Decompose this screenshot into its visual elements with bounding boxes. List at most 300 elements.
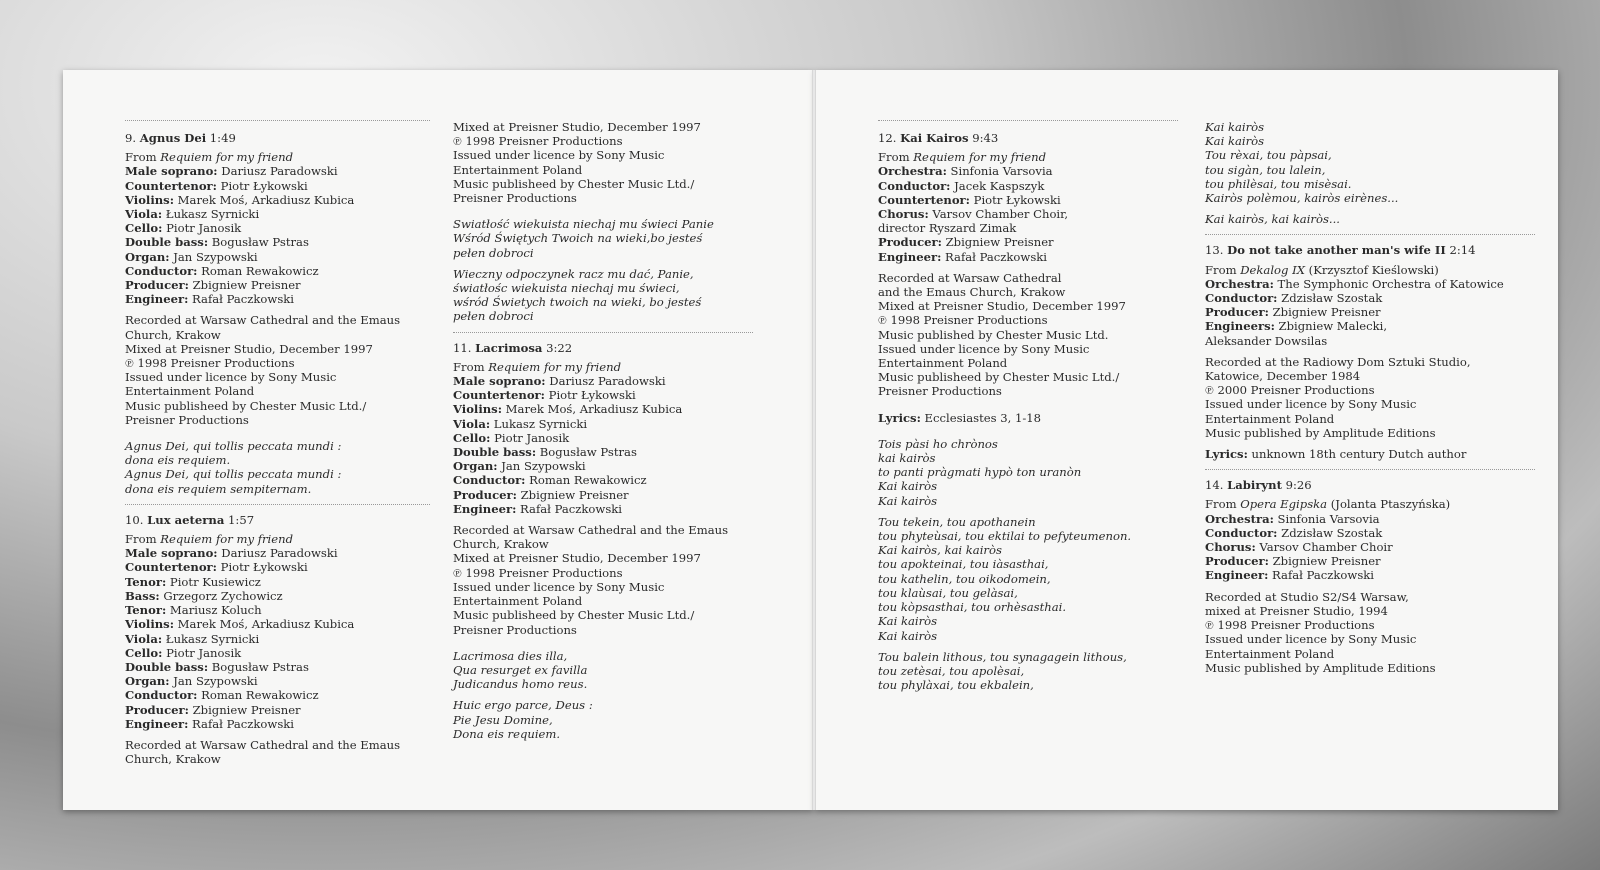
credit-line [125, 532, 430, 546]
credit-role: Producer: [125, 702, 189, 717]
credit-line [453, 374, 753, 388]
credit-line [878, 164, 1178, 178]
credit-text: Entertainment Poland [453, 594, 583, 609]
credit-line [125, 384, 430, 398]
credit-line [125, 617, 430, 631]
credit-text: ℗ 1998 Preisner Productions [125, 356, 295, 371]
lyric-line: pełen dobroci [453, 309, 534, 324]
dotted-divider [453, 332, 753, 333]
credit-text: Bogusław Pstras [536, 445, 637, 460]
credit-line [1205, 355, 1535, 369]
credit-line [453, 551, 753, 565]
credit-role: Organ: [453, 459, 498, 474]
lyric-line: tou apokteinai, tou iàsasthai, [878, 557, 1049, 572]
credit-text: Rafał Paczkowski [188, 716, 295, 731]
credit-line [1205, 334, 1535, 348]
credit-line [1205, 647, 1535, 661]
credit-text: Mixed at Preisner Studio, December 1997 [453, 120, 701, 134]
credit-text: Recorded at Warsaw Cathedral and the Emaus [125, 737, 401, 752]
credit-line [453, 417, 753, 431]
credit-line [878, 179, 1178, 193]
lyric-line: światłośc wiekuista niechaj mu świeci, [453, 281, 680, 296]
lyric-line: Tou rèxai, tou pàpsai, [1205, 148, 1332, 163]
credit-text: mixed at Preisner Studio, 1994 [1205, 603, 1388, 618]
credit-text: Music published by Amplitude Editions [1205, 425, 1436, 440]
lyric-line: Qua resurget ex favilla [453, 662, 588, 677]
credit-line [1205, 277, 1535, 291]
credit-line [453, 594, 753, 608]
credit-line [453, 388, 753, 402]
credit-text: Preisner Productions [453, 191, 577, 206]
credit-line [1205, 590, 1535, 604]
credit-line [125, 264, 430, 278]
credit-text: Zdzisław Szostak [1277, 525, 1383, 540]
credit-role: Producer: [1205, 554, 1269, 569]
track-number: 13. [1205, 243, 1224, 258]
credit-text: Piotr Janosik [162, 221, 242, 236]
credit-text: director Ryszard Zimak [878, 221, 1017, 236]
credit-line [125, 278, 430, 292]
track-number: 9. [125, 131, 137, 145]
credit-line [453, 360, 753, 374]
track-title: Do not take another man's wife II [1227, 243, 1446, 258]
credit-text: Mixed at Preisner Studio, December 1997 [878, 299, 1126, 314]
credit-line [125, 235, 430, 249]
credit-line [125, 738, 430, 752]
credit-line [1205, 426, 1535, 440]
track-heading [1205, 243, 1535, 257]
credit-text: Music publisheed by Chester Music Ltd./ [125, 398, 367, 413]
credit-text: Music publisheed by Chester Music Ltd./ [453, 176, 695, 191]
track-heading [1205, 478, 1535, 492]
credit-line [125, 717, 430, 731]
track-duration: 2:14 [1449, 243, 1476, 258]
lyric-line: Huic ergo parce, Deus : [453, 698, 593, 713]
credit-text: Recorded at Warsaw Cathedral and the Emaus [453, 523, 729, 538]
credit-text: Zbigniew Preisner [1268, 305, 1381, 320]
credit-line [1205, 568, 1535, 582]
lyric-line: Tois pàsi ho chrònos [878, 436, 998, 451]
credit-role: Tenor: [125, 574, 167, 589]
lyric-line: Kai kairòs [878, 479, 938, 494]
credit-line [1205, 305, 1535, 319]
lyric-line: tou zetèsai, tou apolèsai, [878, 663, 1025, 678]
source-work-title: Requiem for my friend [488, 359, 621, 374]
credit-text: Rafał Paczkowski [188, 292, 295, 307]
credit-line [125, 250, 430, 264]
credit-text: Jan Szypowski [169, 249, 258, 264]
credit-line [878, 250, 1178, 264]
source-author: (Krzysztof Kieślowski) [1304, 262, 1439, 277]
track-heading [125, 131, 430, 145]
credit-line [453, 431, 753, 445]
credit-role: Orchestra: [878, 164, 947, 179]
lyrics-stanza [453, 698, 753, 741]
lyric-line: tou phylàxai, tou ekbalein, [878, 678, 1034, 693]
credit-text: Church, Krakow [125, 752, 221, 767]
credit-line [125, 370, 430, 384]
credit-line [125, 207, 430, 221]
credit-role: Double bass: [125, 235, 209, 250]
credit-line [878, 207, 1178, 221]
credit-role: Organ: [125, 249, 170, 264]
lyric-line: Kai kairòs [878, 614, 938, 629]
lyric-line: Pie Jesu Domine, [453, 712, 553, 727]
credit-text: Bogusław Pstras [208, 659, 309, 674]
source-work-title: Dekalog IX [1240, 262, 1305, 277]
credit-role: Producer: [1205, 305, 1269, 320]
credit-role: Violins: [125, 192, 174, 207]
track-title: Kai Kairos [900, 131, 969, 145]
credit-line [1205, 397, 1535, 411]
lyric-line: Judicandus homo reus. [453, 677, 588, 692]
credit-role: Producer: [453, 487, 517, 502]
credit-line [125, 752, 430, 766]
credit-line [453, 191, 753, 205]
lyric-line: kai kairòs [878, 451, 936, 466]
credit-line [1205, 618, 1535, 632]
credit-text: Piotr Janosik [490, 430, 570, 445]
lyric-line: Kai kairòs [1205, 134, 1265, 149]
dotted-divider [125, 504, 430, 505]
credit-line [125, 703, 430, 717]
credit-text: Zbigniew Preisner [1268, 554, 1381, 569]
credit-role: Male soprano: [125, 164, 218, 179]
source-prefix: From [878, 150, 914, 165]
credit-role: Viola: [125, 207, 163, 222]
lyrics-stanza [453, 267, 753, 324]
credit-text: Preisner Productions [453, 622, 577, 637]
dotted-divider [878, 120, 1178, 121]
credit-text: Entertainment Poland [453, 162, 583, 177]
credit-text: Church, Krakow [125, 327, 221, 342]
track-duration: 1:49 [209, 131, 236, 145]
credit-line [125, 164, 430, 178]
credit-text: Preisner Productions [878, 384, 1002, 399]
credit-line [1205, 383, 1535, 397]
credit-role: Violins: [453, 402, 502, 417]
credit-role: Engineer: [125, 292, 189, 307]
credit-role: Cello: [125, 645, 163, 660]
lyric-line: dona eis requiem. [125, 453, 231, 468]
credit-role: Countertenor: [453, 388, 545, 403]
credit-line [1205, 291, 1535, 305]
credit-line [453, 148, 753, 162]
track-duration: 9:43 [972, 131, 999, 145]
credit-text: Music published by Amplitude Editions [1205, 660, 1436, 675]
credit-text: Entertainment Poland [878, 356, 1008, 371]
track-title: Labirynt [1227, 478, 1282, 493]
credit-text: ℗ 1998 Preisner Productions [878, 313, 1048, 328]
source-work-title: Requiem for my friend [160, 532, 293, 547]
track-number: 12. [878, 131, 897, 145]
credit-text: Dariusz Paradowski [545, 374, 666, 389]
credit-line [1205, 526, 1535, 540]
track-heading [453, 341, 753, 355]
dotted-divider [125, 120, 430, 121]
credit-text: Dariusz Paradowski [217, 546, 338, 561]
credit-role: Bass: [125, 588, 160, 603]
credit-line [125, 413, 430, 427]
lyric-line: Tou tekein, tou apothanein [878, 514, 1036, 529]
credit-role: Producer: [878, 235, 942, 250]
credit-line [1205, 319, 1535, 333]
credit-text: Jan Szypowski [169, 674, 258, 689]
credit-text: Zbigniew Malecki, [1274, 319, 1388, 334]
credit-text: Entertainment Poland [1205, 411, 1335, 426]
credit-line [878, 299, 1178, 313]
lyrics-stanza [1205, 212, 1535, 226]
credit-line [125, 313, 430, 327]
lyric-line: tou sigàn, tou lalein, [1205, 162, 1326, 177]
credit-line [453, 537, 753, 551]
lyric-line: tou kathelin, tou oikodomein, [878, 571, 1051, 586]
credit-line [453, 608, 753, 622]
lyric-line: Kai kairòs [878, 493, 938, 508]
credit-role: Viola: [453, 416, 491, 431]
credit-line [878, 342, 1178, 356]
lyric-line: pełen dobroci [453, 245, 534, 260]
credit-role: Tenor: [125, 603, 167, 618]
lyric-line: Swiatłość wiekuista niechaj mu świeci Panie [453, 217, 714, 232]
lyric-line: dona eis requiem sempiternam. [125, 481, 312, 496]
credit-line [1205, 604, 1535, 618]
credit-role: Conductor: [1205, 291, 1278, 306]
lyric-line: Kairòs polèmou, kairòs eirènes... [1205, 191, 1399, 206]
credit-line [125, 575, 430, 589]
credit-role: Viola: [125, 631, 163, 646]
credit-text: Recorded at Studio S2/S4 Warsaw, [1205, 589, 1409, 604]
dotted-divider [1205, 234, 1535, 235]
credit-text: Varsov Chamber Choir, [928, 207, 1069, 222]
credit-text: Rafał Paczkowski [516, 501, 623, 516]
credit-text: and the Emaus Church, Krakow [878, 285, 1066, 300]
credit-line [878, 271, 1178, 285]
credit-role: Lyrics: [878, 410, 921, 425]
credit-text: Recorded at the Radiowy Dom Sztuki Studio, [1205, 354, 1471, 369]
lyrics-stanza [878, 650, 1178, 693]
credit-role: Double bass: [453, 445, 537, 460]
lyric-line: Wśród Świętych Twoich na wieki,bo jesteś [453, 231, 703, 246]
credit-text: Varsov Chamber Choir [1255, 540, 1393, 555]
credit-line [453, 402, 753, 416]
credit-text: Sinfonia Varsovia [946, 164, 1053, 179]
track-title: Lacrimosa [475, 340, 543, 355]
credit-line [453, 523, 753, 537]
credit-text: Piotr Łykowski [216, 560, 308, 575]
dotted-divider [1205, 469, 1535, 470]
track-number: 11. [453, 340, 472, 355]
lyric-line: Agnus Dei, qui tollis peccata mundi : [125, 467, 342, 482]
credit-text: Marek Moś, Arkadiusz Kubica [501, 402, 683, 417]
credit-role: Conductor: [125, 263, 198, 278]
lyrics-stanza [878, 437, 1178, 508]
credit-line [1205, 554, 1535, 568]
credit-text: Łukasz Syrnicki [162, 207, 260, 222]
credit-text: Roman Rewakowicz [197, 688, 319, 703]
credit-text: Zdzisław Szostak [1277, 291, 1383, 306]
credit-role: Male soprano: [453, 374, 546, 389]
credit-text: Entertainment Poland [125, 384, 255, 399]
source-prefix: From [1205, 262, 1241, 277]
lyric-line: tou philèsai, tou misèsai. [1205, 176, 1352, 191]
lyric-line: Lacrimosa dies illa, [453, 648, 568, 663]
credit-role: Countertenor: [125, 560, 217, 575]
credit-line [453, 163, 753, 177]
credit-text: Marek Moś, Arkadiusz Kubica [173, 192, 355, 207]
credit-text: Roman Rewakowicz [525, 473, 647, 488]
lyric-line: tou kòpsasthai, tou orhèsasthai. [878, 600, 1067, 615]
source-prefix: From [125, 150, 161, 165]
credit-text: Rafał Paczkowski [941, 249, 1048, 264]
credit-line [125, 399, 430, 413]
credit-role: Male soprano: [125, 546, 218, 561]
credit-text: Music published by Chester Music Ltd. [878, 327, 1109, 342]
credit-text: Piotr Łykowski [216, 178, 308, 193]
text-column-3 [878, 120, 1178, 692]
credit-text: Zbigniew Preisner [941, 235, 1054, 250]
credit-role: Orchestra: [1205, 511, 1274, 526]
lyric-line: tou phyteùsai, tou ektilai to pefyteumenon. [878, 529, 1132, 544]
source-work-title: Requiem for my friend [913, 150, 1046, 165]
credit-text: Ecclesiastes 3, 1-18 [920, 410, 1042, 425]
lyrics-stanza [125, 439, 430, 496]
lyric-line: Tou balein lithous, tou synagagein lithous, [878, 649, 1127, 664]
lyrics-stanza [1205, 120, 1535, 205]
text-column-1 [125, 120, 430, 766]
credit-role: Engineer: [453, 501, 517, 516]
credit-text: Zbigniew Preisner [188, 702, 301, 717]
source-prefix: From [125, 532, 161, 547]
credit-line [453, 502, 753, 516]
credit-text: Dariusz Paradowski [217, 164, 338, 179]
credit-line [878, 328, 1178, 342]
credit-text: Entertainment Poland [1205, 646, 1335, 661]
credit-role: Engineer: [878, 249, 942, 264]
credit-line [878, 411, 1178, 425]
booklet-spine [812, 70, 816, 810]
credit-line [1205, 263, 1535, 277]
track-number: 14. [1205, 478, 1224, 493]
credit-text: Issued under licence by Sony Music [125, 370, 337, 385]
track-heading [125, 513, 430, 527]
lyric-line: Kai kairòs [1205, 120, 1265, 134]
credit-role: Double bass: [125, 659, 209, 674]
credit-text: Aleksander Dowsilas [1205, 333, 1328, 348]
credit-line [1205, 369, 1535, 383]
credit-text: Piotr Łykowski [969, 192, 1061, 207]
credit-text: Piotr Kusiewicz [166, 574, 261, 589]
credit-text: ℗ 1998 Preisner Productions [1205, 618, 1375, 633]
credit-text: Łukasz Syrnicki [162, 631, 260, 646]
lyrics-stanza [453, 649, 753, 692]
credit-text: Zbigniew Preisner [516, 487, 629, 502]
credit-line [1205, 447, 1535, 461]
credit-role: Lyrics: [1205, 447, 1248, 462]
lyric-line: to panti pràgmati hypò ton uranòn [878, 465, 1082, 480]
lyric-line: Wieczny odpoczynek racz mu dać, Panie, [453, 266, 694, 281]
credit-text: unknown 18th century Dutch author [1247, 447, 1467, 462]
credit-text: Church, Krakow [453, 537, 549, 552]
credit-line [125, 688, 430, 702]
credit-role: Chorus: [878, 207, 929, 222]
credit-text: ℗ 1998 Preisner Productions [453, 565, 623, 580]
credit-line [453, 566, 753, 580]
credit-line [1205, 497, 1535, 511]
credit-line [453, 488, 753, 502]
credit-role: Engineer: [125, 716, 189, 731]
lyric-line: tou klaùsai, tou gelàsai, [878, 585, 1018, 600]
credit-text: Zbigniew Preisner [188, 278, 301, 293]
credit-role: Chorus: [1205, 540, 1256, 555]
credit-line [1205, 512, 1535, 526]
lyric-line: Kai kairòs, kai kairòs [878, 543, 1002, 558]
credit-line [125, 589, 430, 603]
lyrics-stanza [878, 515, 1178, 643]
credit-line [125, 328, 430, 342]
source-prefix: From [453, 359, 489, 374]
credit-line [125, 356, 430, 370]
credit-role: Conductor: [1205, 525, 1278, 540]
credit-text: Mixed at Preisner Studio, December 1997 [125, 341, 373, 356]
track-duration: 9:26 [1285, 478, 1312, 493]
credit-line [878, 221, 1178, 235]
credit-role: Engineer: [1205, 568, 1269, 583]
credit-text: Piotr Łykowski [544, 388, 636, 403]
credit-line [125, 646, 430, 660]
credit-text: Roman Rewakowicz [197, 263, 319, 278]
track-heading [878, 131, 1178, 145]
lyric-line: Kai kairòs, kai kairòs... [1205, 212, 1340, 227]
credit-text: Music publisheed by Chester Music Ltd./ [878, 370, 1120, 385]
credit-text: Jan Szypowski [497, 459, 586, 474]
credit-line [878, 150, 1178, 164]
credit-line [125, 632, 430, 646]
track-duration: 3:22 [546, 340, 573, 355]
credit-line [878, 356, 1178, 370]
credit-line [878, 193, 1178, 207]
credit-role: Countertenor: [125, 178, 217, 193]
credit-text: ℗ 1998 Preisner Productions [453, 134, 623, 149]
track-title: Lux aeterna [147, 512, 225, 527]
lyrics-stanza [453, 217, 753, 260]
credit-text: Bogusław Pstras [208, 235, 309, 250]
credit-text: Mariusz Koluch [166, 603, 262, 618]
credit-text: Issued under licence by Sony Music [453, 148, 665, 163]
credit-role: Countertenor: [878, 192, 970, 207]
credit-line [1205, 632, 1535, 646]
credit-line [453, 473, 753, 487]
credit-text: Rafał Paczkowski [1268, 568, 1375, 583]
credit-text: Jacek Kaspszyk [950, 178, 1045, 193]
lyric-line: wśród Świetych twoich na wieki, bo jesteś [453, 295, 702, 310]
source-prefix: From [1205, 497, 1241, 512]
credit-text: Marek Moś, Arkadiusz Kubica [173, 617, 355, 632]
lyric-line: Dona eis requiem. [453, 726, 561, 741]
track-duration: 1:57 [228, 512, 255, 527]
text-column-2 [453, 120, 753, 741]
credit-text: Issued under licence by Sony Music [878, 341, 1090, 356]
track-title: Agnus Dei [139, 131, 207, 145]
credit-line [878, 235, 1178, 249]
lyric-line: Agnus Dei, qui tollis peccata mundi : [125, 439, 342, 454]
credit-text: Recorded at Warsaw Cathedral [878, 270, 1062, 285]
credit-role: Producer: [125, 278, 189, 293]
credit-role: Orchestra: [1205, 276, 1274, 291]
credit-line [125, 150, 430, 164]
credit-line [878, 384, 1178, 398]
credit-text: Piotr Janosik [162, 645, 242, 660]
